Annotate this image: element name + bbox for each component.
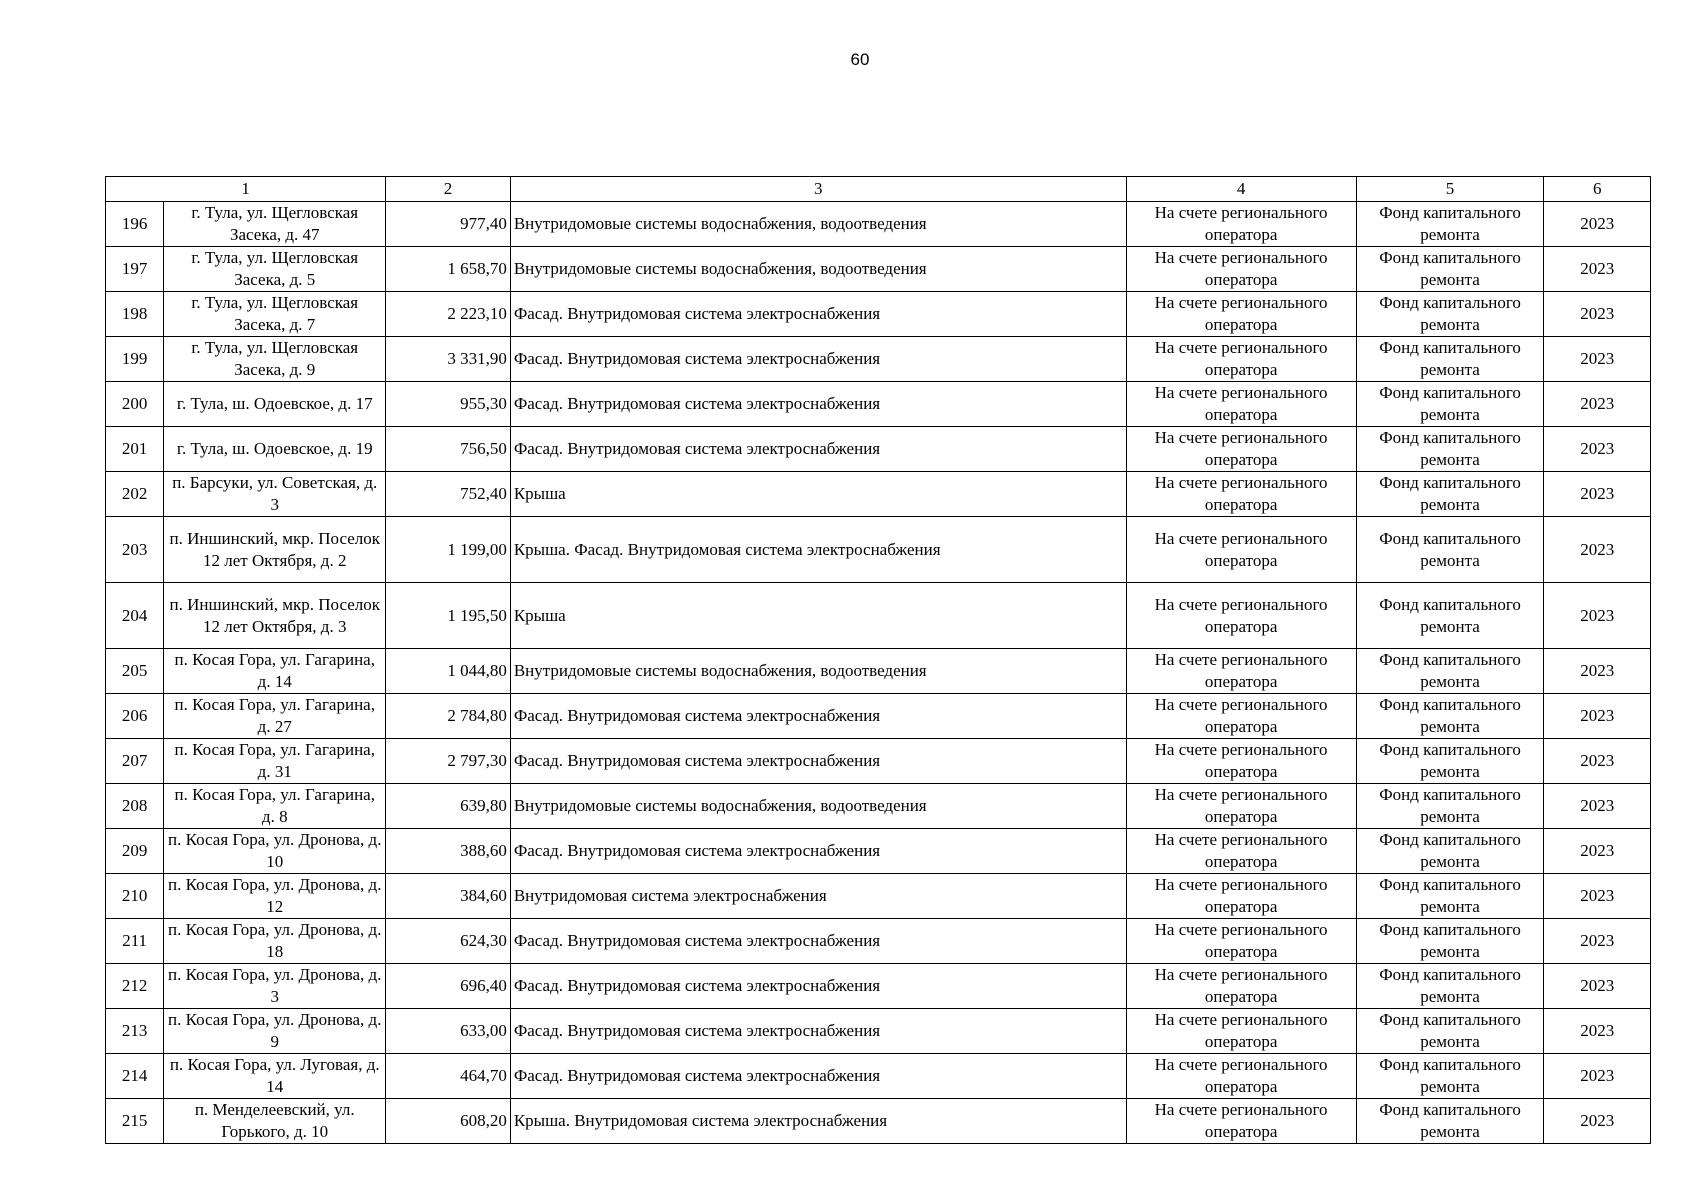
row-number: 197 [106,247,164,292]
area-cell: 639,80 [386,784,511,829]
address-cell: п. Иншинский, мкр. Поселок 12 лет Октября, д. 3 [164,583,386,649]
area-cell: 1 044,80 [386,649,511,694]
year-cell: 2023 [1544,292,1651,337]
works-cell: Фасад. Внутридомовая система электроснабжения [510,337,1126,382]
works-cell: Фасад. Внутридомовая система электроснабжения [510,382,1126,427]
account-cell: На счете регионального оператора [1126,784,1356,829]
funding-source-cell: Фонд капитального ремонта [1356,1009,1544,1054]
table-row [106,874,1651,919]
column-header-4: 4 [1126,177,1356,202]
works-cell: Фасад. Внутридомовая система электроснабжения [510,694,1126,739]
account-cell: На счете регионального оператора [1126,874,1356,919]
table-row [106,382,1651,427]
works-cell: Крыша [510,472,1126,517]
table-row [106,739,1651,784]
column-header-5: 5 [1356,177,1544,202]
works-cell: Внутридомовые системы водоснабжения, водоотведения [510,202,1126,247]
address-cell: п. Косая Гора, ул. Дронова, д. 18 [164,919,386,964]
account-cell: На счете регионального оператора [1126,829,1356,874]
address-cell: п. Косая Гора, ул. Дронова, д. 9 [164,1009,386,1054]
year-cell: 2023 [1544,694,1651,739]
funding-source-cell: Фонд капитального ремонта [1356,1054,1544,1099]
account-cell: На счете регионального оператора [1126,694,1356,739]
works-cell: Фасад. Внутридомовая система электроснабжения [510,292,1126,337]
row-number: 205 [106,649,164,694]
year-cell: 2023 [1544,427,1651,472]
row-number: 199 [106,337,164,382]
address-cell: п. Косая Гора, ул. Гагарина, д. 14 [164,649,386,694]
account-cell: На счете регионального оператора [1126,247,1356,292]
account-cell: На счете регионального оператора [1126,337,1356,382]
area-cell: 2 784,80 [386,694,511,739]
area-cell: 384,60 [386,874,511,919]
table-row [106,919,1651,964]
year-cell: 2023 [1544,874,1651,919]
row-number: 202 [106,472,164,517]
address-cell: г. Тула, ул. Щегловская Засека, д. 7 [164,292,386,337]
year-cell: 2023 [1544,784,1651,829]
works-cell: Фасад. Внутридомовая система электроснабжения [510,829,1126,874]
works-cell: Крыша. Фасад. Внутридомовая система электроснабжения [510,517,1126,583]
funding-source-cell: Фонд капитального ремонта [1356,919,1544,964]
year-cell: 2023 [1544,583,1651,649]
table-row [106,337,1651,382]
works-cell: Фасад. Внутридомовая система электроснабжения [510,964,1126,1009]
column-header-1: 1 [106,177,386,202]
area-cell: 1 199,00 [386,517,511,583]
table-row [106,292,1651,337]
row-number: 214 [106,1054,164,1099]
funding-source-cell: Фонд капитального ремонта [1356,649,1544,694]
works-cell: Внутридомовая система электроснабжения [510,874,1126,919]
year-cell: 2023 [1544,472,1651,517]
row-number: 196 [106,202,164,247]
funding-source-cell: Фонд капитального ремонта [1356,427,1544,472]
area-cell: 977,40 [386,202,511,247]
account-cell: На счете регионального оператора [1126,1054,1356,1099]
address-cell: г. Тула, ул. Щегловская Засека, д. 47 [164,202,386,247]
page-number: 60 [850,50,870,69]
works-cell: Внутридомовые системы водоснабжения, водоотведения [510,247,1126,292]
year-cell: 2023 [1544,919,1651,964]
area-cell: 1 658,70 [386,247,511,292]
funding-source-cell: Фонд капитального ремонта [1356,382,1544,427]
table-row [106,202,1651,247]
works-cell: Фасад. Внутридомовая система электроснабжения [510,1054,1126,1099]
works-cell: Внутридомовые системы водоснабжения, водоотведения [510,784,1126,829]
account-cell: На счете регионального оператора [1126,964,1356,1009]
area-cell: 2 797,30 [386,739,511,784]
year-cell: 2023 [1544,202,1651,247]
funding-source-cell: Фонд капитального ремонта [1356,202,1544,247]
funding-source-cell: Фонд капитального ремонта [1356,583,1544,649]
account-cell: На счете регионального оператора [1126,517,1356,583]
funding-source-cell: Фонд капитального ремонта [1356,694,1544,739]
address-cell: г. Тула, ш. Одоевское, д. 19 [164,427,386,472]
table-body [106,202,1651,1144]
column-header-2: 2 [386,177,511,202]
table-row [106,649,1651,694]
funding-source-cell: Фонд капитального ремонта [1356,472,1544,517]
row-number: 209 [106,829,164,874]
area-cell: 955,30 [386,382,511,427]
area-cell: 756,50 [386,427,511,472]
year-cell: 2023 [1544,739,1651,784]
works-cell: Крыша [510,583,1126,649]
account-cell: На счете регионального оператора [1126,292,1356,337]
row-number: 201 [106,427,164,472]
year-cell: 2023 [1544,337,1651,382]
table-row [106,1099,1651,1144]
address-cell: п. Косая Гора, ул. Гагарина, д. 31 [164,739,386,784]
account-cell: На счете регионального оператора [1126,427,1356,472]
address-cell: п. Косая Гора, ул. Луговая, д. 14 [164,1054,386,1099]
account-cell: На счете регионального оператора [1126,382,1356,427]
funding-source-cell: Фонд капитального ремонта [1356,784,1544,829]
capital-repair-table [105,176,1651,1144]
table-row [106,517,1651,583]
row-number: 213 [106,1009,164,1054]
year-cell: 2023 [1544,829,1651,874]
funding-source-cell: Фонд капитального ремонта [1356,337,1544,382]
funding-source-cell: Фонд капитального ремонта [1356,292,1544,337]
funding-source-cell: Фонд капитального ремонта [1356,247,1544,292]
row-number: 212 [106,964,164,1009]
area-cell: 2 223,10 [386,292,511,337]
table-row [106,784,1651,829]
year-cell: 2023 [1544,964,1651,1009]
account-cell: На счете регионального оператора [1126,739,1356,784]
table-row [106,583,1651,649]
address-cell: п. Косая Гора, ул. Дронова, д. 3 [164,964,386,1009]
works-cell: Крыша. Внутридомовая система электроснабжения [510,1099,1126,1144]
row-number: 215 [106,1099,164,1144]
area-cell: 752,40 [386,472,511,517]
account-cell: На счете регионального оператора [1126,472,1356,517]
column-header-6: 6 [1544,177,1651,202]
works-cell: Фасад. Внутридомовая система электроснабжения [510,427,1126,472]
table-row [106,1009,1651,1054]
table-row [106,1054,1651,1099]
account-cell: На счете регионального оператора [1126,1009,1356,1054]
year-cell: 2023 [1544,1009,1651,1054]
year-cell: 2023 [1544,517,1651,583]
funding-source-cell: Фонд капитального ремонта [1356,874,1544,919]
funding-source-cell: Фонд капитального ремонта [1356,964,1544,1009]
funding-source-cell: Фонд капитального ремонта [1356,829,1544,874]
table-header-row [106,177,1651,202]
works-cell: Фасад. Внутридомовая система электроснабжения [510,919,1126,964]
year-cell: 2023 [1544,1054,1651,1099]
row-number: 210 [106,874,164,919]
account-cell: На счете регионального оператора [1126,583,1356,649]
address-cell: г. Тула, ул. Щегловская Засека, д. 5 [164,247,386,292]
address-cell: п. Косая Гора, ул. Гагарина, д. 8 [164,784,386,829]
account-cell: На счете регионального оператора [1126,202,1356,247]
area-cell: 388,60 [386,829,511,874]
funding-source-cell: Фонд капитального ремонта [1356,739,1544,784]
account-cell: На счете регионального оператора [1126,919,1356,964]
table-row [106,247,1651,292]
account-cell: На счете регионального оператора [1126,1099,1356,1144]
works-cell: Фасад. Внутридомовая система электроснабжения [510,1009,1126,1054]
address-cell: п. Косая Гора, ул. Дронова, д. 10 [164,829,386,874]
year-cell: 2023 [1544,382,1651,427]
table-row [106,829,1651,874]
area-cell: 608,20 [386,1099,511,1144]
year-cell: 2023 [1544,247,1651,292]
address-cell: п. Косая Гора, ул. Дронова, д. 12 [164,874,386,919]
address-cell: г. Тула, ш. Одоевское, д. 17 [164,382,386,427]
row-number: 211 [106,919,164,964]
column-header-3: 3 [510,177,1126,202]
area-cell: 464,70 [386,1054,511,1099]
row-number: 206 [106,694,164,739]
row-number: 203 [106,517,164,583]
funding-source-cell: Фонд капитального ремонта [1356,517,1544,583]
works-cell: Фасад. Внутридомовая система электроснабжения [510,739,1126,784]
area-cell: 696,40 [386,964,511,1009]
funding-source-cell: Фонд капитального ремонта [1356,1099,1544,1144]
table-row [106,964,1651,1009]
table-row [106,427,1651,472]
address-cell: п. Барсуки, ул. Советская, д. 3 [164,472,386,517]
table-row [106,472,1651,517]
address-cell: п. Менделеевский, ул. Горького, д. 10 [164,1099,386,1144]
area-cell: 1 195,50 [386,583,511,649]
table-row [106,694,1651,739]
area-cell: 633,00 [386,1009,511,1054]
row-number: 198 [106,292,164,337]
area-cell: 3 331,90 [386,337,511,382]
address-cell: г. Тула, ул. Щегловская Засека, д. 9 [164,337,386,382]
address-cell: п. Косая Гора, ул. Гагарина, д. 27 [164,694,386,739]
address-cell: п. Иншинский, мкр. Поселок 12 лет Октября, д. 2 [164,517,386,583]
row-number: 204 [106,583,164,649]
year-cell: 2023 [1544,649,1651,694]
row-number: 207 [106,739,164,784]
works-cell: Внутридомовые системы водоснабжения, водоотведения [510,649,1126,694]
row-number: 208 [106,784,164,829]
area-cell: 624,30 [386,919,511,964]
year-cell: 2023 [1544,1099,1651,1144]
row-number: 200 [106,382,164,427]
account-cell: На счете регионального оператора [1126,649,1356,694]
